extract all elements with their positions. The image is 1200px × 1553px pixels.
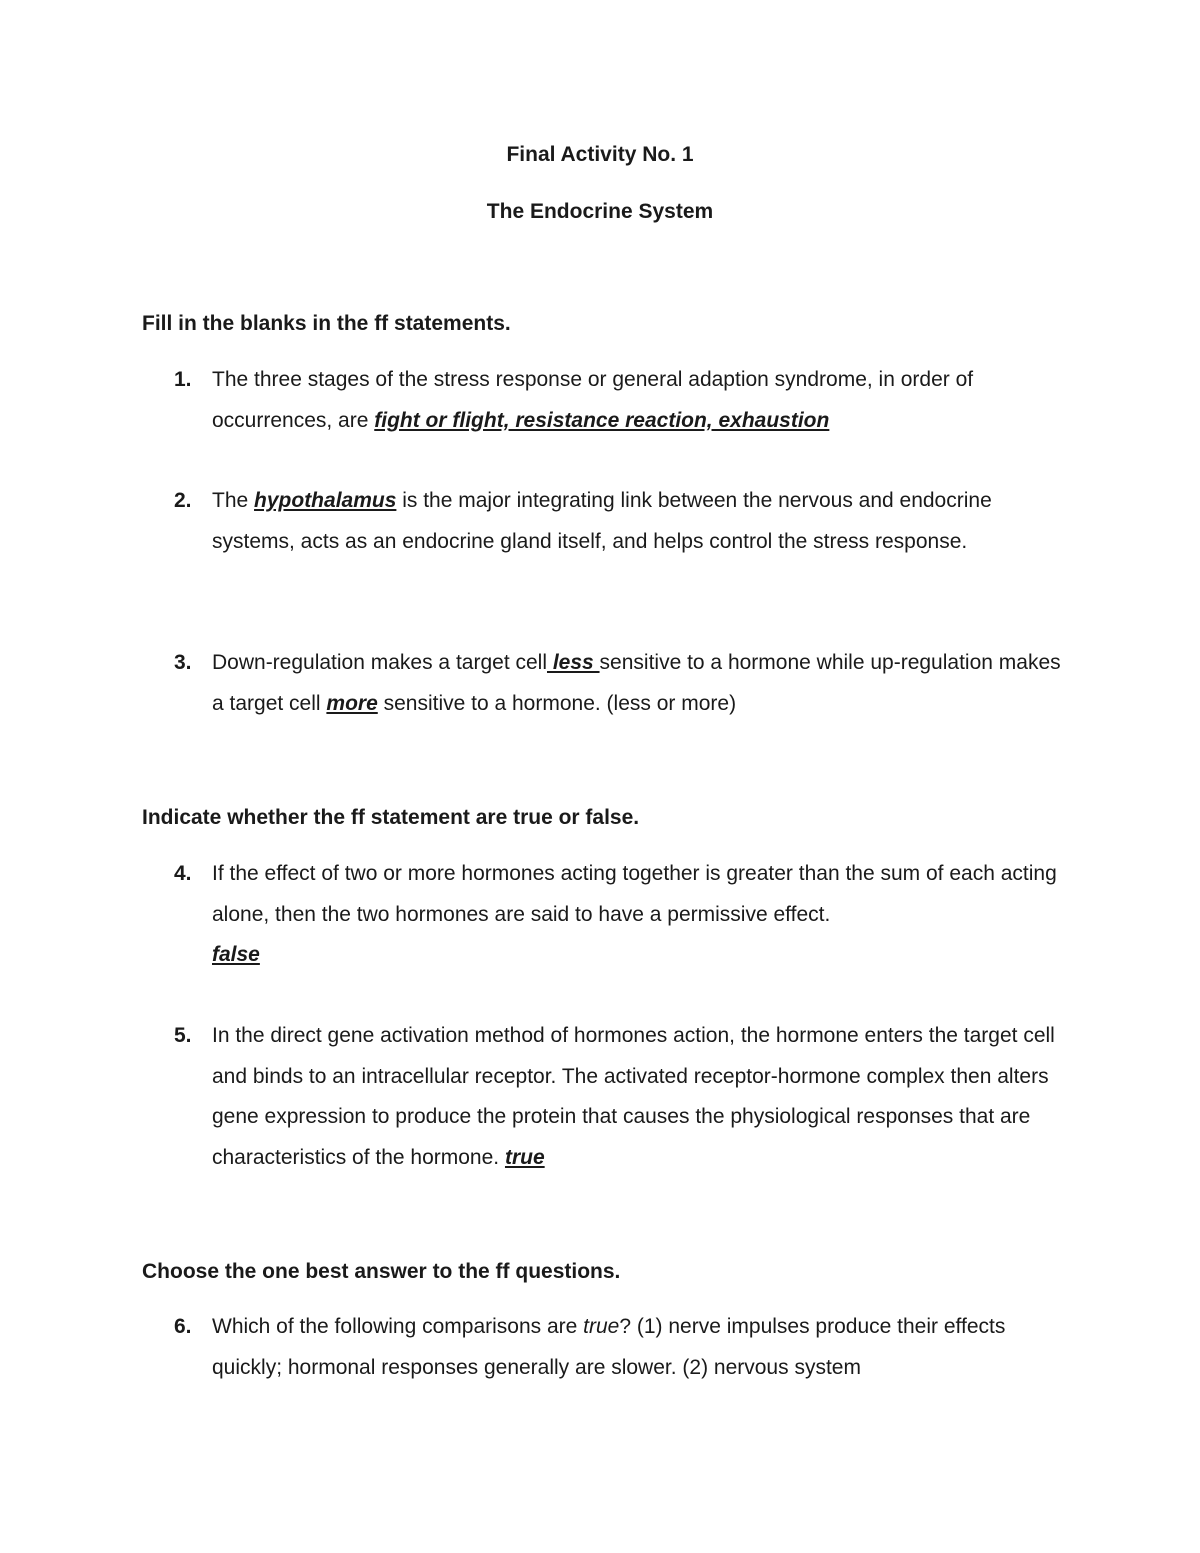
answer-text: hypothalamus	[254, 489, 397, 512]
question-text: If the effect of two or more hormones acting together is greater than the sum of each acting alone, then the two hormones are said to have a permissive effect. false	[212, 862, 1057, 966]
question-item-6	[174, 1307, 1074, 1388]
question-number: 3.	[174, 651, 192, 674]
document-title: Final Activity No. 1	[506, 143, 694, 166]
question-item-3	[174, 643, 1074, 724]
question-number: 1.	[174, 368, 192, 391]
question-item-4	[174, 854, 1074, 976]
question-text: In the direct gene activation method of hormones action, the hormone enters the target cell and binds to an intracellular receptor. The activated receptor-hormone complex then alters gene expression to produce the protein that causes the physiological responses that are characteristics of the hormone. true	[212, 1024, 1055, 1169]
document-subtitle: The Endocrine System	[486, 200, 714, 223]
section-heading-best-answer: Choose the one best answer to the ff questions.	[142, 1260, 621, 1283]
section-heading-true-false: Indicate whether the ff statement are true or false.	[142, 806, 640, 829]
question-number: 6.	[174, 1315, 192, 1338]
question-item-2	[174, 481, 1074, 562]
question-text: Which of the following comparisons are true? (1) nerve impulses produce their effects quickly; hormonal responses generally are slower. (2) nervous system	[212, 1315, 1006, 1379]
question-number: 2.	[174, 489, 192, 512]
answer-text: true	[504, 1145, 545, 1169]
answer-text: more	[326, 691, 378, 715]
question-item-5	[174, 1016, 1074, 1178]
emphasis-text: true	[583, 1315, 620, 1338]
answer-text: false	[212, 943, 260, 966]
section-heading-fill-blanks: Fill in the blanks in the ff statements.	[142, 312, 511, 335]
answer-text: less	[547, 651, 600, 674]
question-text: The three stages of the stress response or general adaption syndrome, in order of occurrences, are fight or flight, resistance reaction, exhaustion	[212, 368, 974, 432]
question-item-1	[174, 360, 1074, 441]
question-text: Down-regulation makes a target cell less sensitive to a hormone while up-regulation makes a target cell more sensitive to a hormone. (less or more)	[212, 651, 1061, 715]
question-number: 4.	[174, 862, 192, 885]
question-text: The hypothalamus is the major integrating link between the nervous and endocrine systems, acts as an endocrine gland itself, and helps control the stress response.	[212, 489, 992, 553]
question-number: 5.	[174, 1024, 192, 1047]
answer-text: fight or flight, resistance reaction, exhaustion	[374, 408, 830, 432]
